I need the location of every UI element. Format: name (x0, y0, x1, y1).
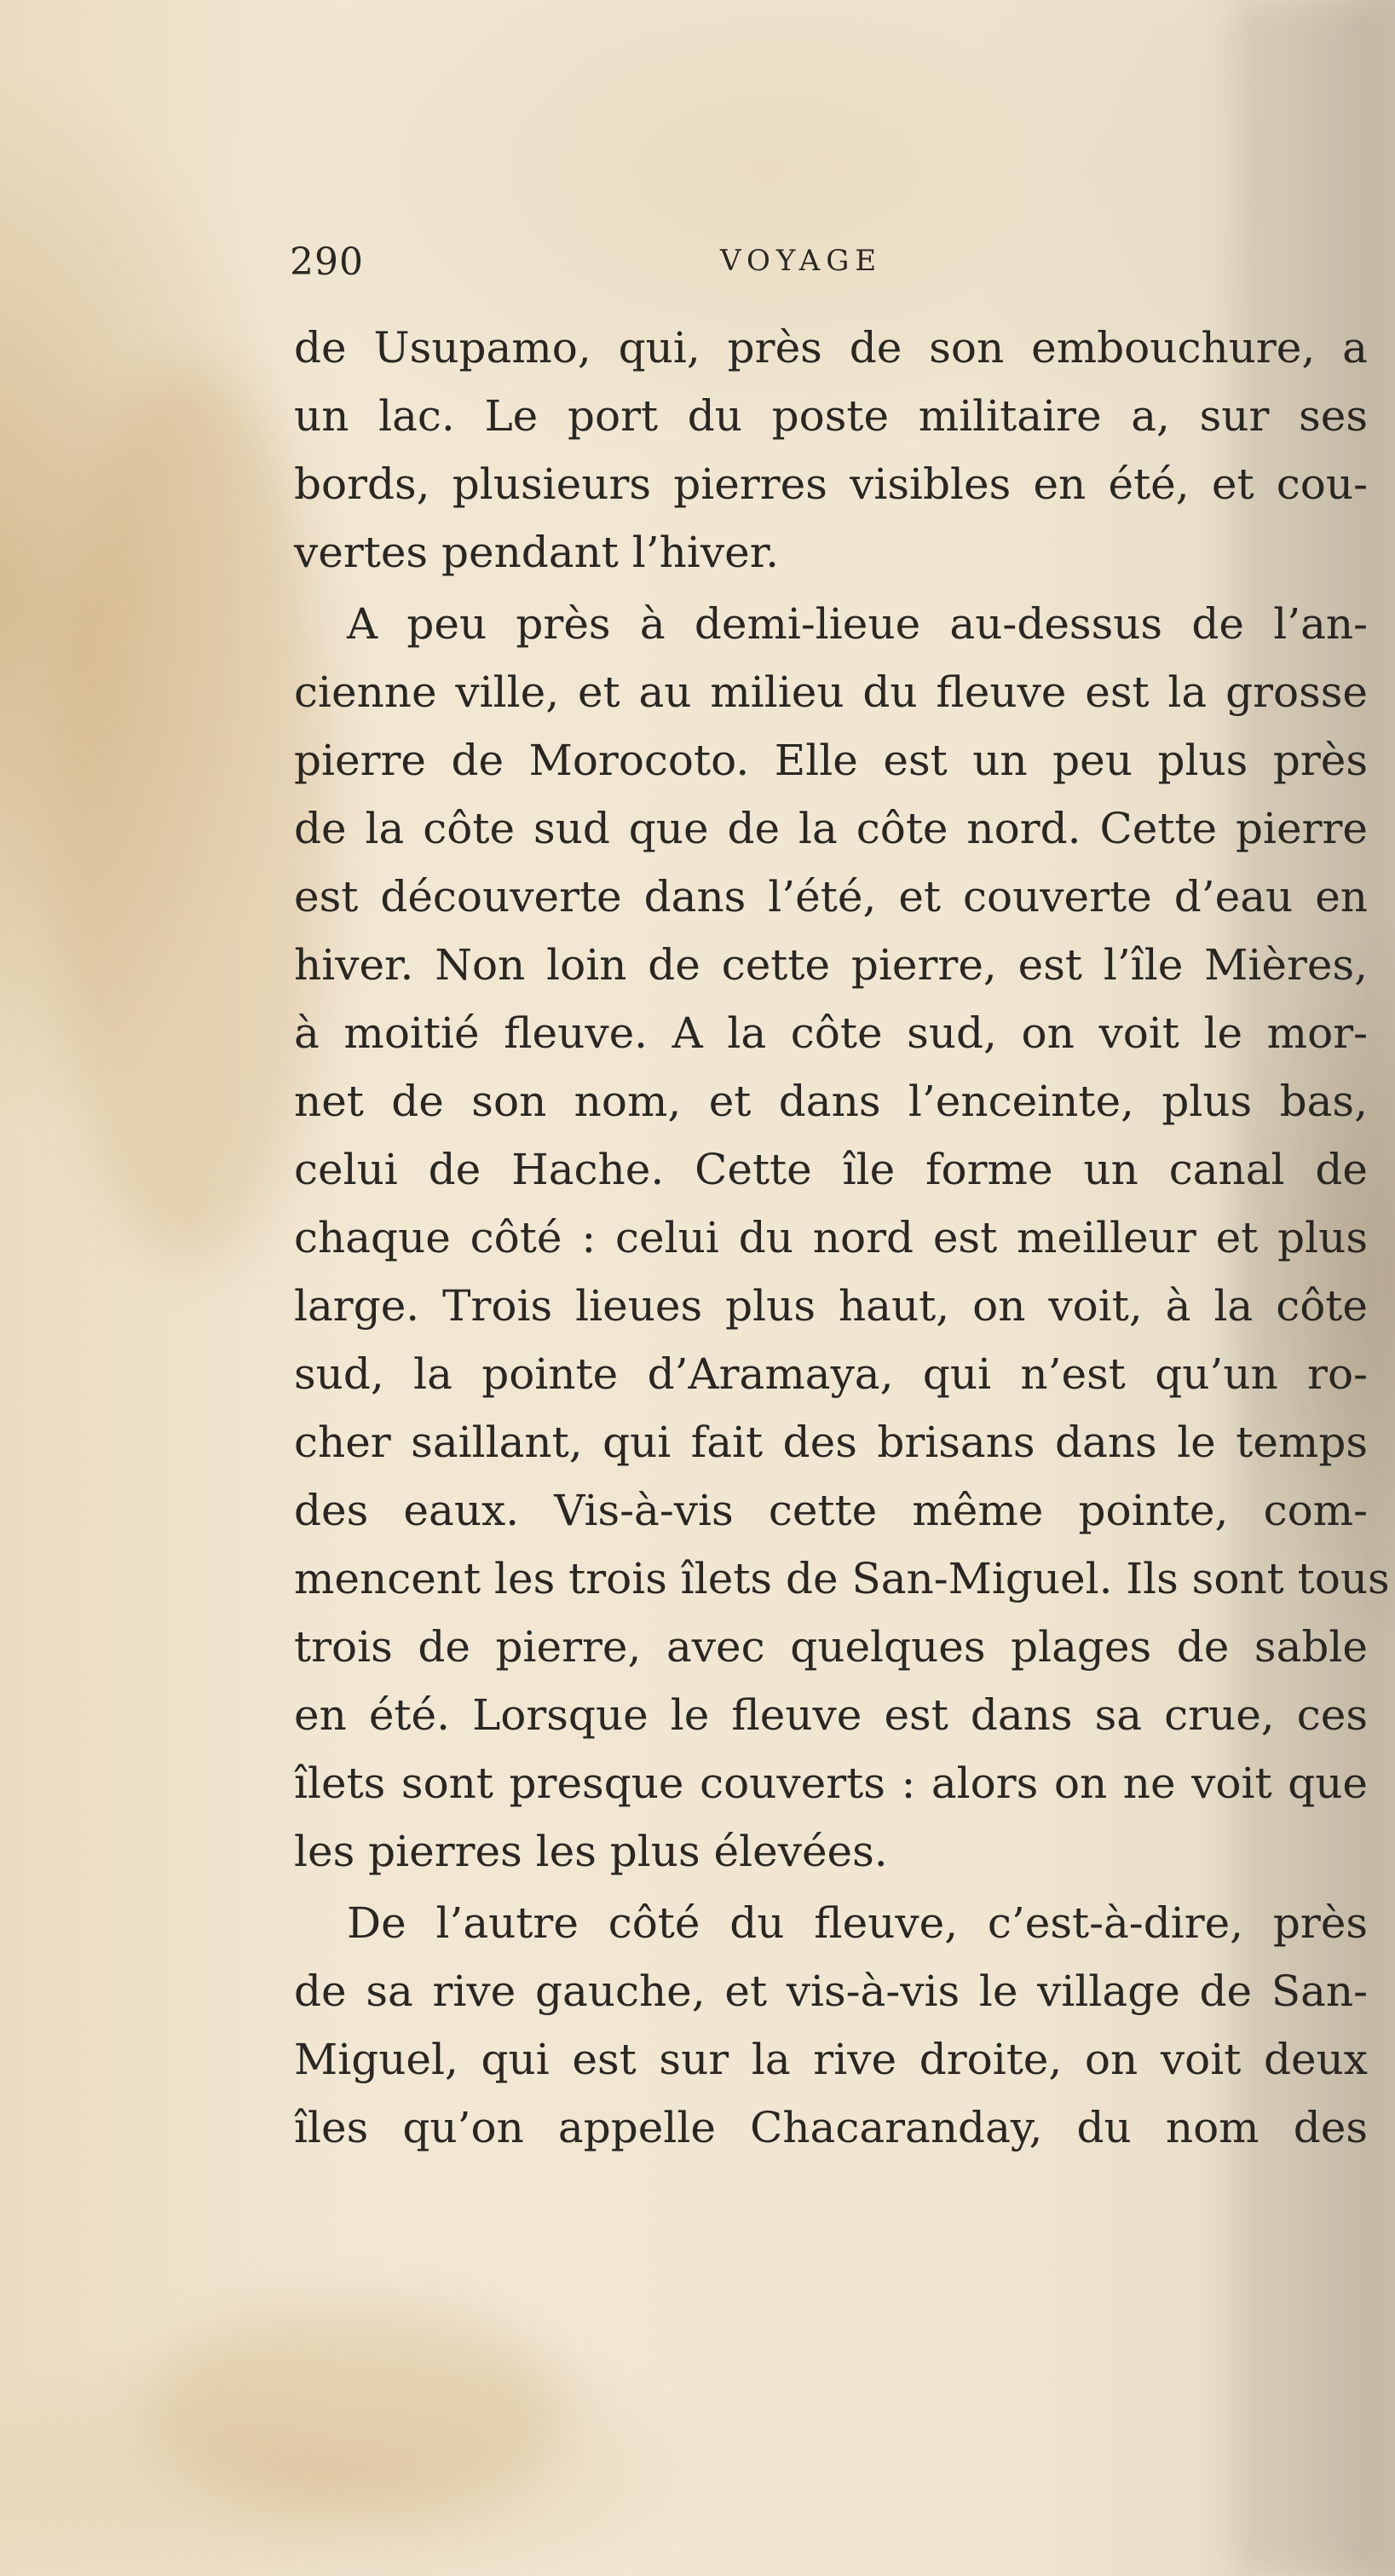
text-line: les pierres les plus élevées. (294, 1827, 888, 1876)
paragraph (294, 590, 1390, 1886)
text-line: est découverte dans l’été, et couverte d’eau en (294, 872, 1368, 921)
page-header (290, 240, 1381, 300)
text-line: sud, la pointe d’Aramaya, qui n’est qu’un ro- (294, 1349, 1368, 1399)
text-line: à moitié fleuve. A la côte sud, on voit le mor- (294, 1008, 1368, 1058)
text-line: A peu près à demi-lieue au-dessus de l’an- (347, 599, 1368, 649)
running-head: VOYAGE (720, 244, 883, 278)
water-stain (153, 2302, 562, 2523)
text-line: large. Trois lieues plus haut, on voit, à la côte (294, 1281, 1368, 1331)
text-line: en été. Lorsque le fleuve est dans sa crue, ces (294, 1690, 1368, 1740)
text-line: un lac. Le port du poste militaire a, sur ses (294, 391, 1368, 441)
text-line: net de son nom, et dans l’enceinte, plus bas, (294, 1077, 1368, 1126)
text-line: pierre de Morocoto. Elle est un peu plus près (294, 736, 1368, 785)
text-line: chaque côté : celui du nord est meilleur et plus (294, 1213, 1368, 1262)
text-line: de la côte sud que de la côte nord. Cette pierre (294, 804, 1368, 853)
text-line: bords, plusieurs pierres visibles en été, et cou- (294, 459, 1368, 509)
text-line: vertes pendant l’hiver. (294, 528, 779, 577)
text-line: hiver. Non loin de cette pierre, est l’île Mières, (294, 940, 1368, 990)
page-number: 290 (290, 240, 364, 284)
text-line: de Usupamo, qui, près de son embouchure, a (294, 323, 1368, 373)
text-line: îlets sont presque couverts : alors on ne voit que (294, 1759, 1368, 1808)
text-line: des eaux. Vis-à-vis cette même pointe, com- (294, 1486, 1368, 1535)
text-line: cher saillant, qui fait des brisans dans le temps (294, 1418, 1368, 1467)
paragraph (294, 314, 1368, 586)
text-line: cienne ville, et au milieu du fleuve est la grosse (294, 667, 1368, 717)
body-text (294, 314, 1390, 2162)
text-line: celui de Hache. Cette île forme un canal de (294, 1145, 1368, 1194)
text-line: Miguel, qui est sur la rive droite, on voit deux (294, 2035, 1368, 2084)
paragraph (294, 1889, 1368, 2162)
text-line: mencent les trois îlets de San-Miguel. Ils sont tous (294, 1554, 1390, 1603)
text-line: trois de pierre, avec quelques plages de sable (294, 1622, 1368, 1672)
text-line: îles qu’on appelle Chacaranday, du nom des (294, 2103, 1368, 2152)
water-stain (51, 367, 332, 1262)
text-line: de sa rive gauche, et vis-à-vis le village de San- (294, 1967, 1368, 2016)
text-line: De l’autre côté du fleuve, c’est-à-dire, près (347, 1898, 1368, 1948)
